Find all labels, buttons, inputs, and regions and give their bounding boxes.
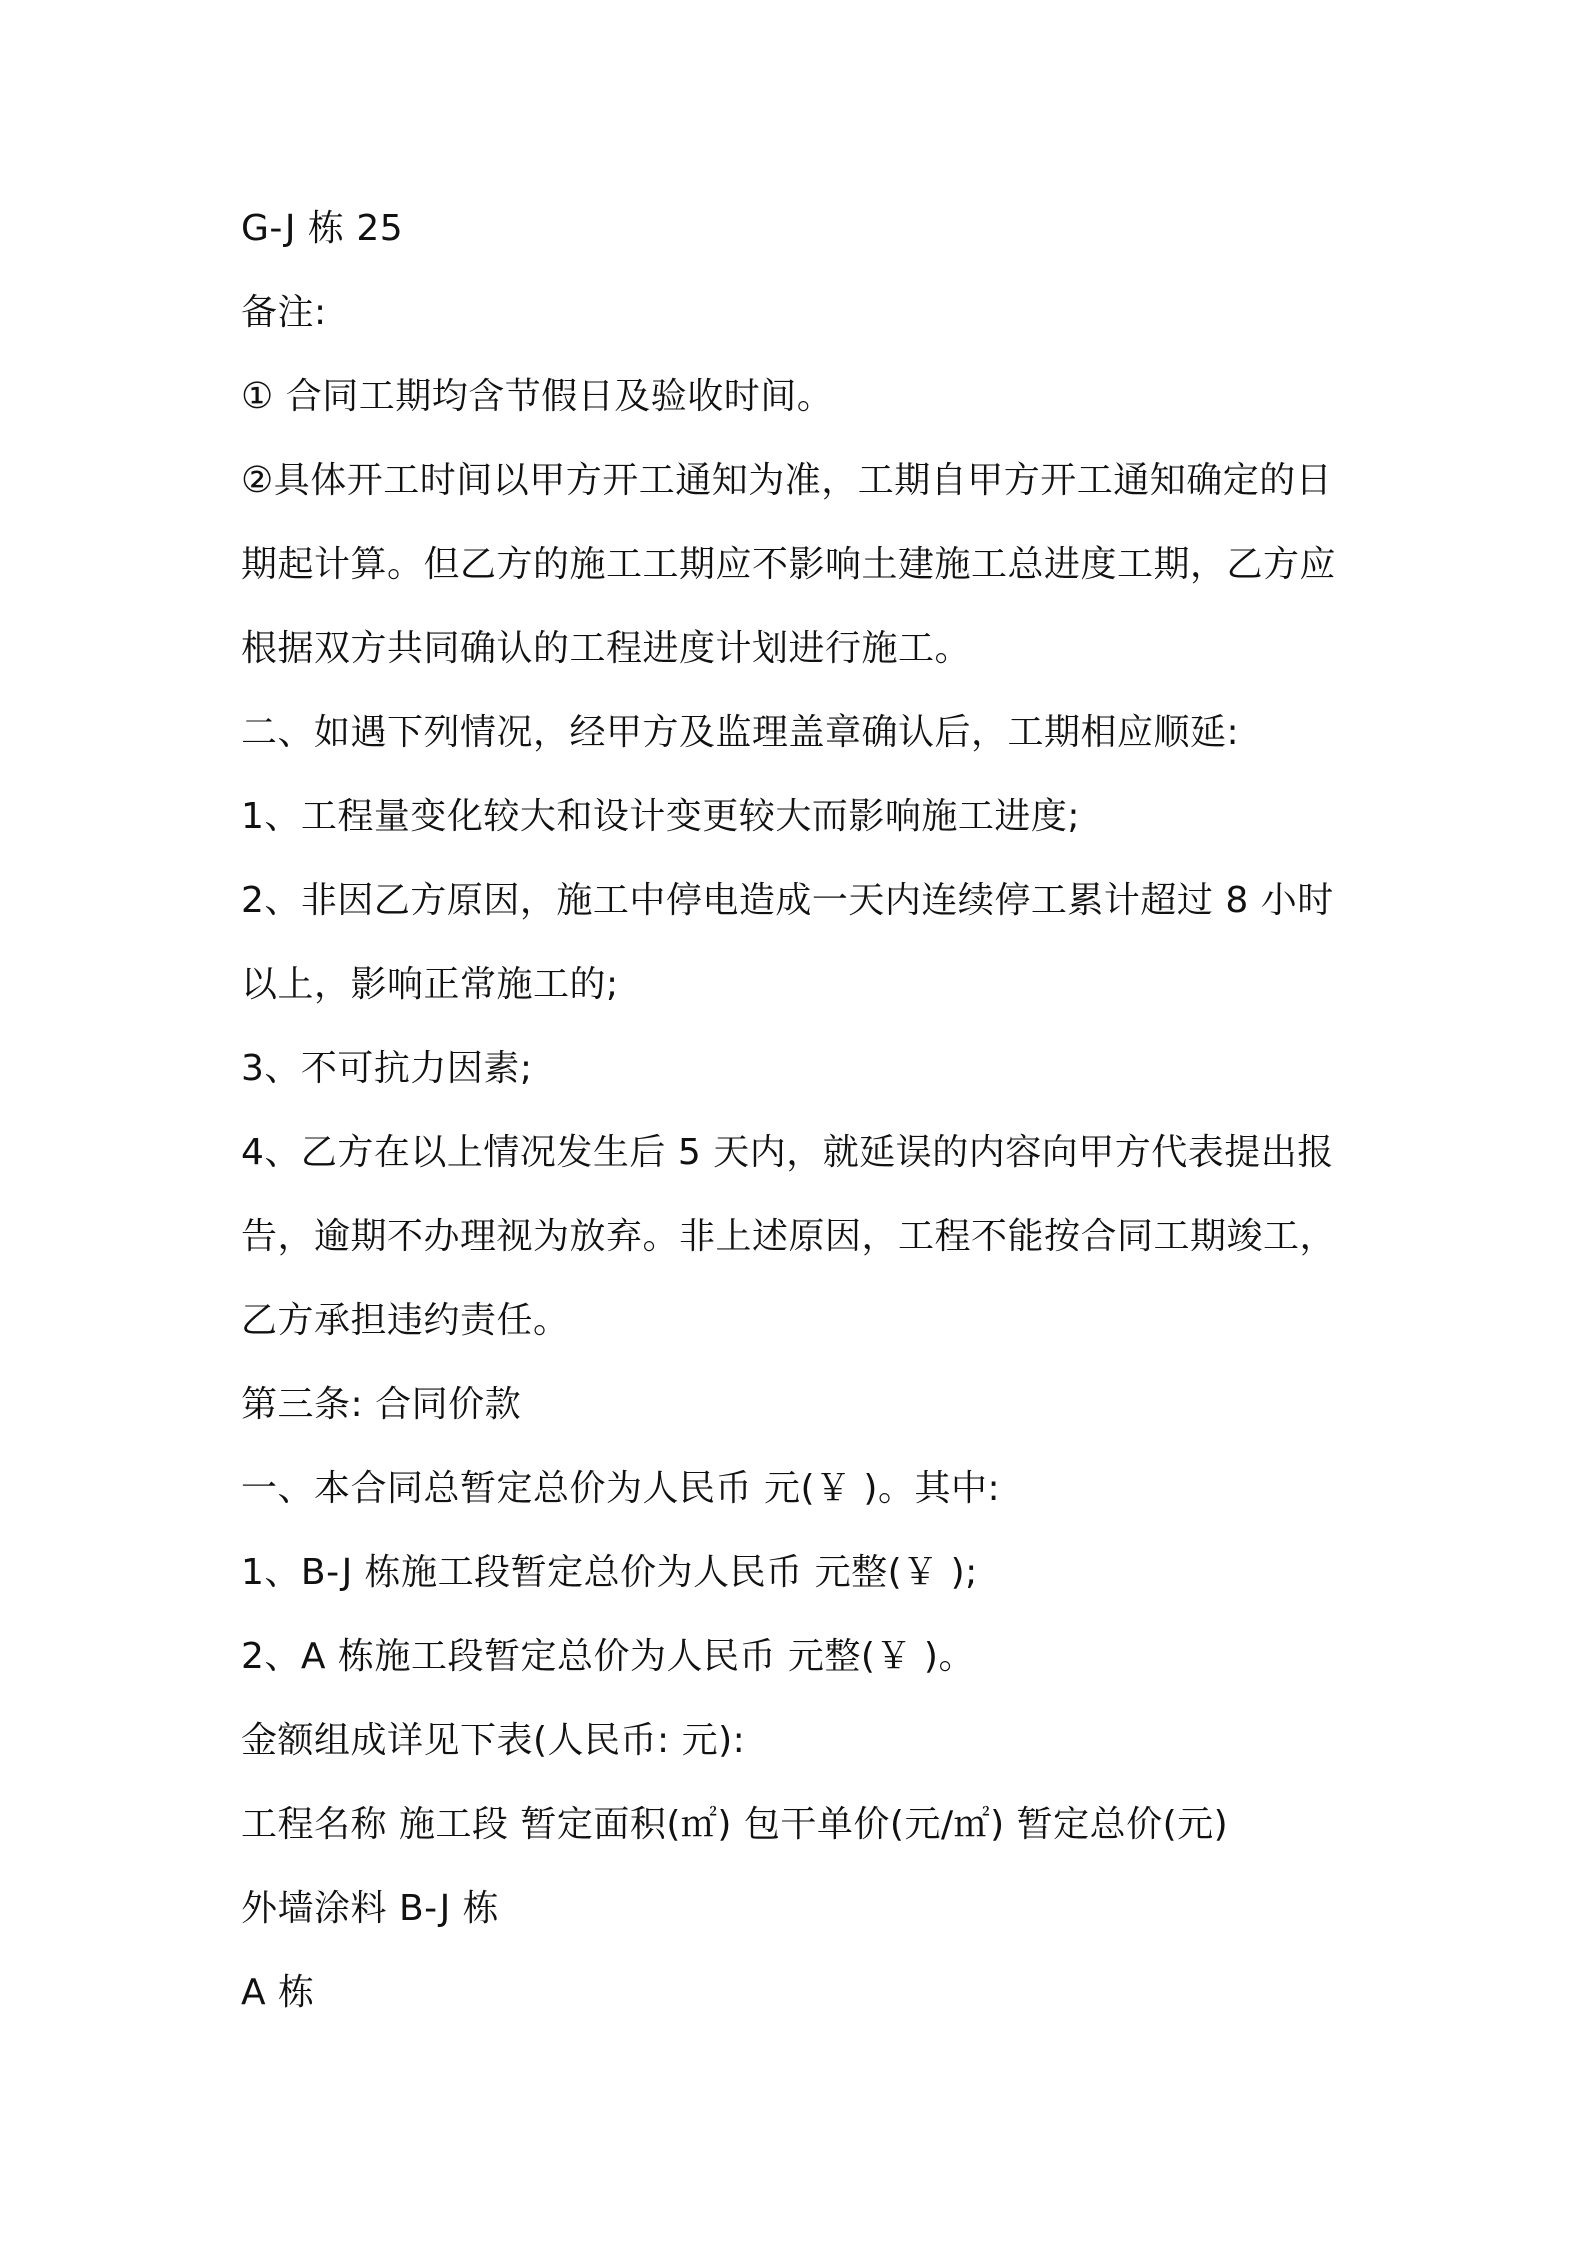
table-row-line: 外墙涂料 B-J 栋 [241,1888,500,1929]
text-line: 以上，影响正常施工的; [241,964,619,1005]
text-line: 4、乙方在以上情况发生后 5 天内，就延误的内容向甲方代表提出报 [241,1132,1334,1173]
text-line: 2、A 栋施工段暂定总价为人民币 元整(￥ )。 [241,1636,975,1677]
text-line: 乙方承担违约责任。 [241,1300,570,1341]
text-line: 一、本合同总暂定总价为人民币 元(￥ )。其中: [241,1468,1001,1509]
remarks-heading: 备注: [241,292,327,333]
text-line: ① 合同工期均含节假日及验收时间。 [241,376,834,417]
article-heading: 第三条: 合同价款 [241,1384,522,1425]
section-heading: 二、如遇下列情况，经甲方及监理盖章确认后，工期相应顺延: [241,712,1240,753]
text-line: 3、不可抗力因素; [241,1048,533,1089]
text-line: 告，逾期不办理视为放弃。非上述原因，工程不能按合同工期竣工， [241,1216,1337,1257]
text-line: ②具体开工时间以甲方开工通知为准，工期自甲方开工通知确定的日 [241,460,1333,501]
text-line: 根据双方共同确认的工程进度计划进行施工。 [241,628,972,669]
text-line: 金额组成详见下表(人民币: 元): [241,1720,746,1761]
text-line: 1、B-J 栋施工段暂定总价为人民币 元整(￥ ); [241,1552,978,1593]
text-line: G-J 栋 25 [241,208,404,249]
text-line: 期起计算。但乙方的施工工期应不影响土建施工总进度工期，乙方应 [241,544,1337,585]
text-line: 1、工程量变化较大和设计变更较大而影响施工进度; [241,796,1081,837]
table-header-line: 工程名称 施工段 暂定面积(㎡) 包干单价(元/㎡) 暂定总价(元) [241,1804,1229,1845]
table-row-line: A 栋 [241,1972,315,2013]
text-line: 2、非因乙方原因，施工中停电造成一天内连续停工累计超过 8 小时 [241,880,1334,921]
